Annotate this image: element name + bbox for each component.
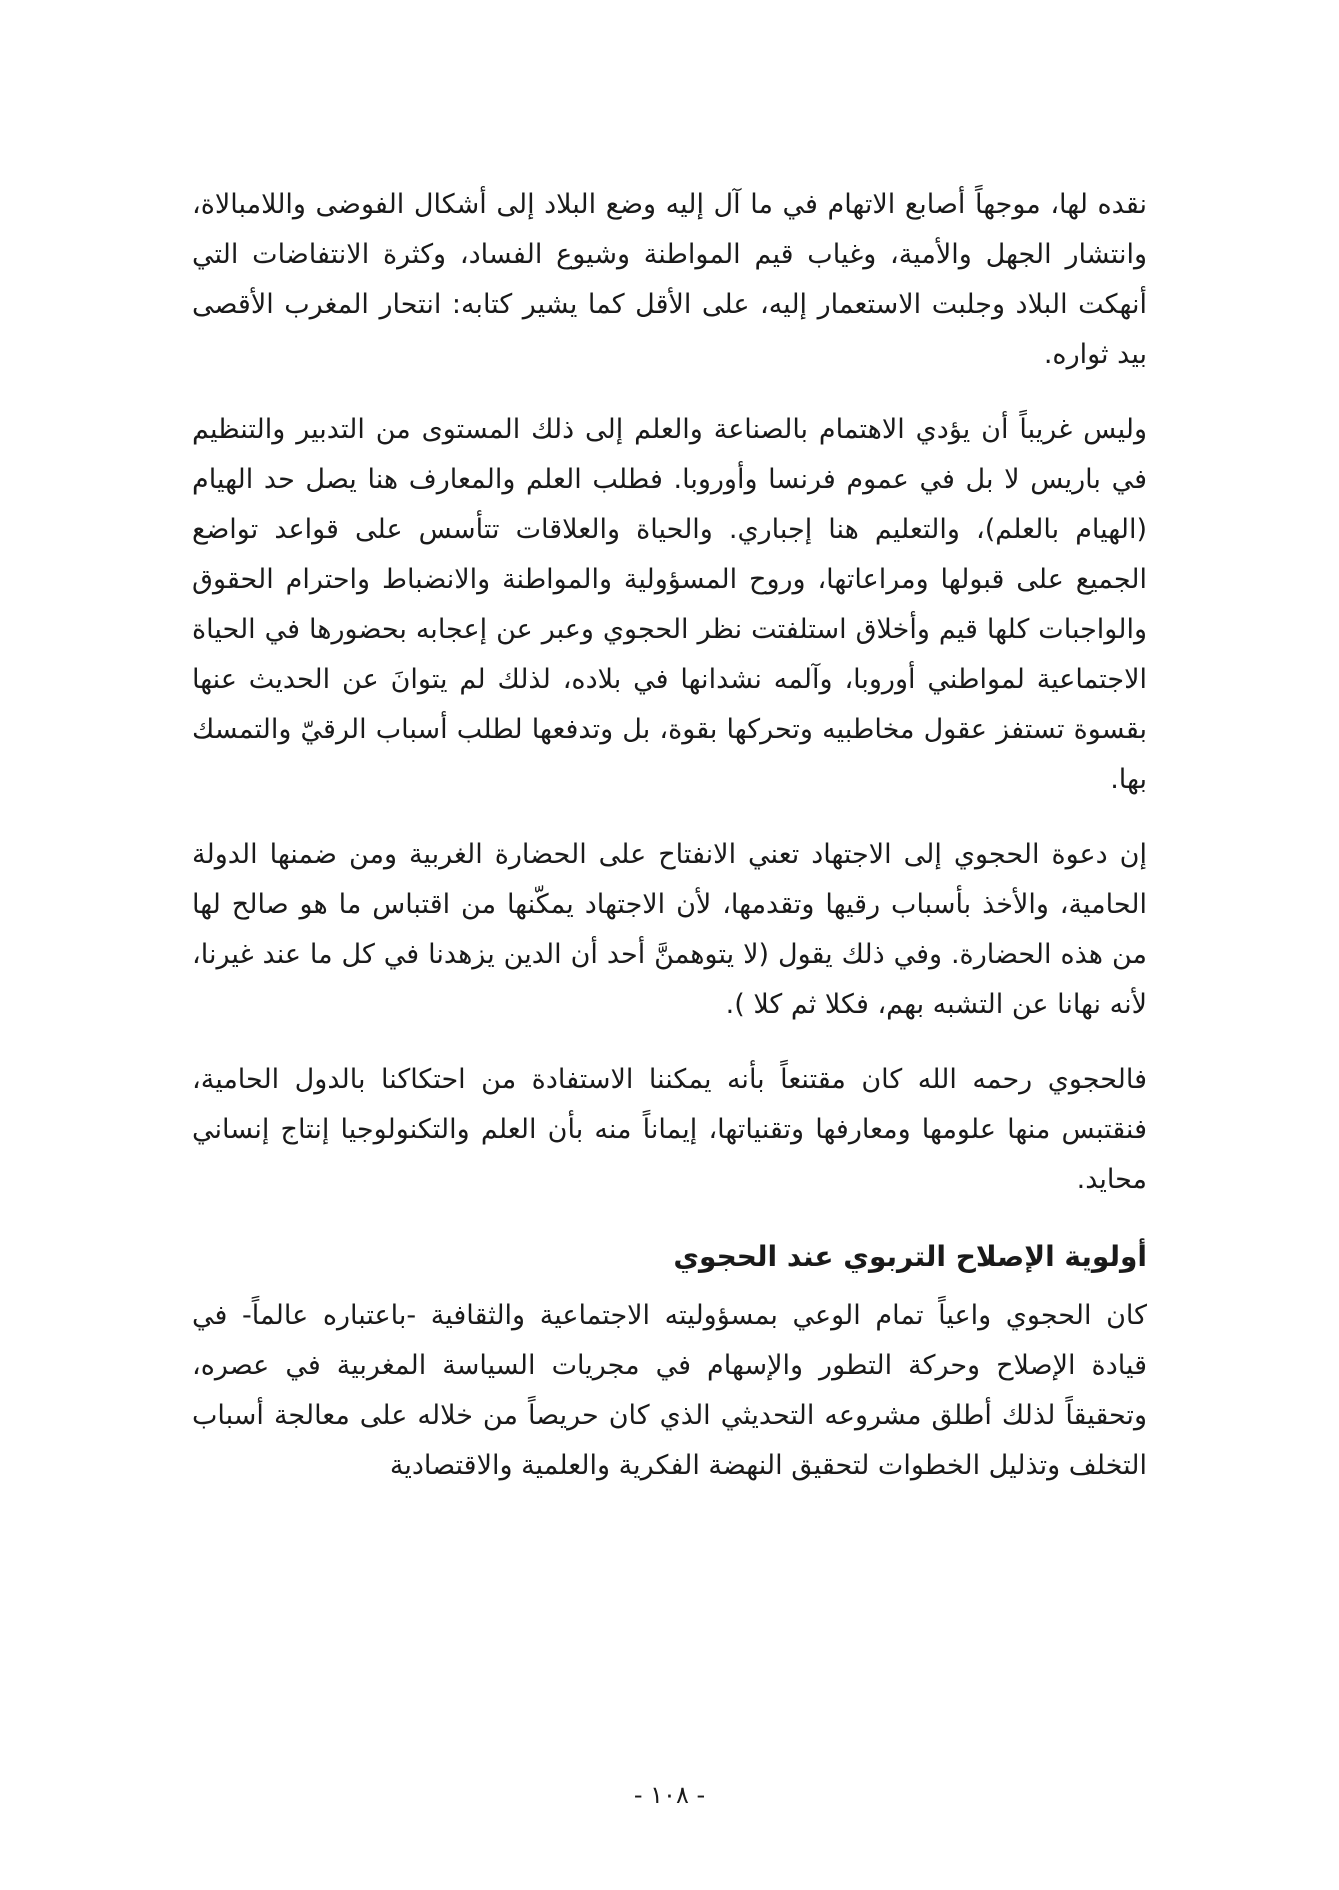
page-number: - ١٠٨ - [633,1781,706,1809]
page-body [192,180,1147,1491]
paragraph-3: إن دعوة الحجوي إلى الاجتهاد تعني الانفتاح على الحضارة الغربية ومن ضمنها الدولة الحامية، والأخذ بأسباب رقيها وتقدمها، لأن الاجتهاد يمكّنها من اقتباس ما هو صالح لها من هذه الحضارة. وفي ذلك يقول (لا يتوهمنَّ أحد أن الدين يزهدنا في كل ما عند غيرنا، لأنه نهانا عن التشبه بهم، فكلا ثم كلا ). [192,839,1147,1020]
paragraph-1: نقده لها، موجهاً أصابع الاتهام في ما آل إليه وضع البلاد إلى أشكال الفوضى واللامبالاة، وانتشار الجهل والأمية، وغياب قيم المواطنة وشيوع الفساد، وكثرة الانتفاضات التي أنهكت البلاد وجلبت الاستعمار إليه، على الأقل كما يشير كتابه: انتحار المغرب الأقصى بيد ثواره. [192,189,1147,370]
paragraph-2: وليس غريباً أن يؤدي الاهتمام بالصناعة والعلم إلى ذلك المستوى من التدبير والتنظيم في باريس لا بل في عموم فرنسا وأوروبا. فطلب العلم والمعارف هنا يصل حد الهيام (الهيام بالعلم)، والتعليم هنا إجباري. والحياة والعلاقات تتأسس على قواعد تواضع الجميع على قبولها ومراعاتها، وروح المسؤولية والمواطنة والانضباط واحترام الحقوق والواجبات كلها قيم وأخلاق استلفتت نظر الحجوي وعبر عن إعجابه بحضورها في الحياة الاجتماعية لمواطني أوروبا، وآلمه نشدانها في بلاده، لذلك لم يتوانَ عن الحديث عنها بقسوة تستفز عقول مخاطبيه وتحركها بقوة، بل وتدفعها لطلب أسباب الرقيّ والتمسك بها. [192,414,1147,795]
paragraph-5: كان الحجوي واعياً تمام الوعي بمسؤوليته الاجتماعية والثقافية -باعتباره عالماً- في قيادة الإصلاح وحركة التطور والإسهام في مجريات السياسة المغربية في عصره، وتحقيقاً لذلك أطلق مشروعه التحديثي الذي كان حريصاً من خلاله على معالجة أسباب التخلف وتذليل الخطوات لتحقيق النهضة الفكرية والعلمية والاقتصادية [192,1300,1147,1481]
paragraph-4: فالحجوي رحمه الله كان مقتنعاً بأنه يمكننا الاستفادة من احتكاكنا بالدول الحامية، فنقتبس منها علومها ومعارفها وتقنياتها، إيماناً منه بأن العلم والتكنولوجيا إنتاج إنساني محايد. [192,1064,1147,1195]
section-heading: أولوية الإصلاح التربوي عند الحجوي [673,1240,1147,1273]
